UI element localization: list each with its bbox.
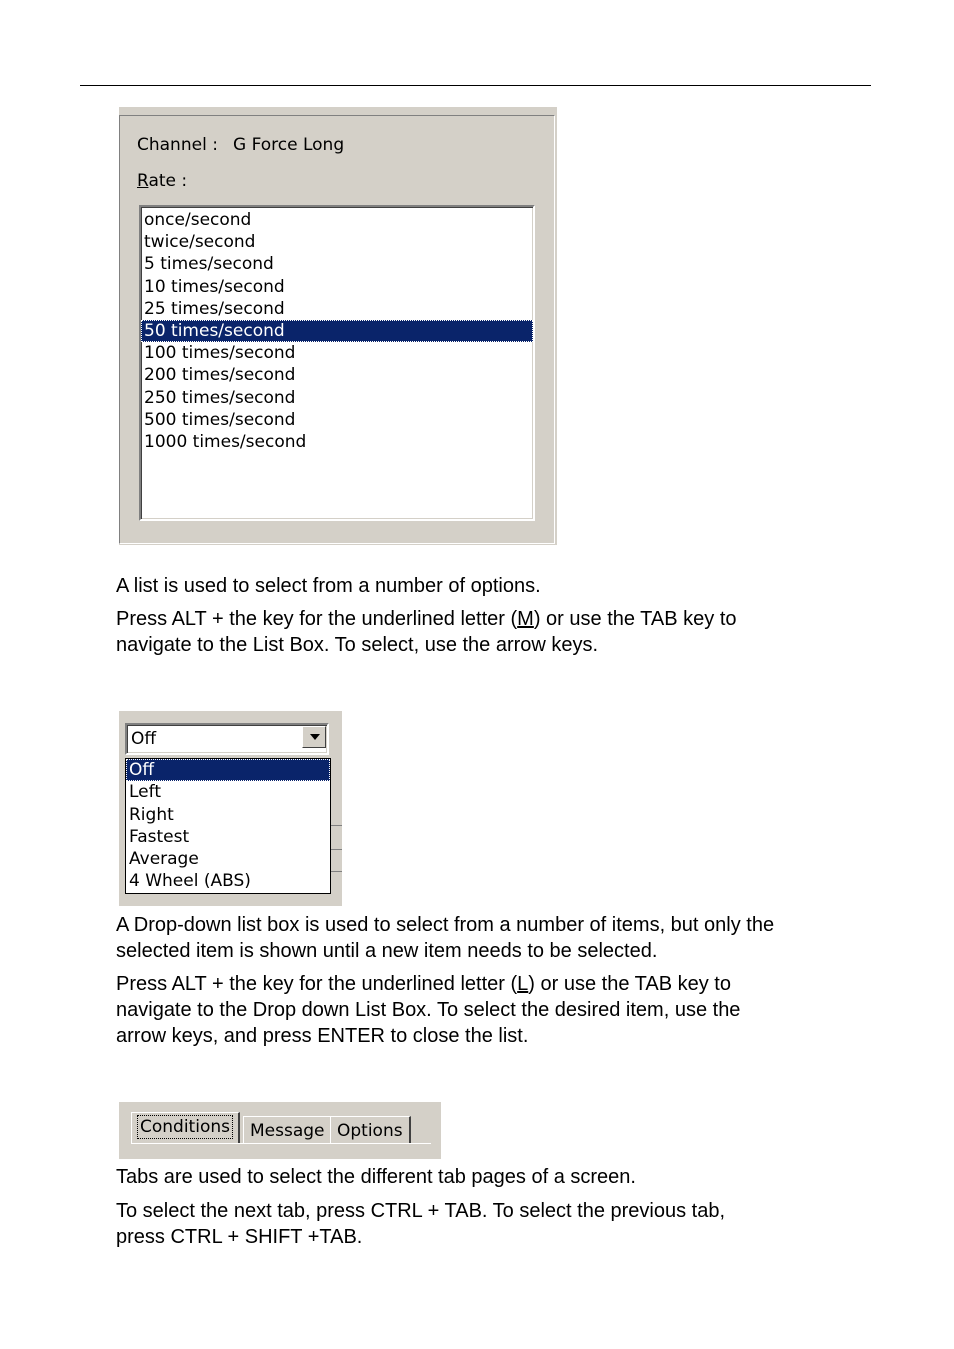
text-fragment: selected item is shown until a new item needs to be selected. [116, 940, 658, 962]
dropdown-selected-value: Off [131, 729, 157, 749]
tab-label: Conditions [140, 1117, 230, 1137]
tabs-example-panel [119, 1102, 441, 1159]
dropdown-option[interactable]: Left [129, 782, 161, 803]
text-fragment: navigate to the Drop down List Box. To select the desired item, use the [116, 999, 741, 1021]
dropdown-example-panel [119, 711, 342, 906]
list-item[interactable]: once/second [144, 210, 252, 230]
dropdown-option-highlighted[interactable]: Off [126, 759, 330, 781]
rate-list-box[interactable] [139, 205, 535, 521]
dropdown-option[interactable]: 4 Wheel (ABS) [129, 871, 251, 892]
rate-label-accelerator: R [137, 171, 149, 191]
rate-label [137, 171, 187, 191]
text-fragment: Press ALT + the key for the underlined letter ( [116, 973, 518, 995]
channel-label: Channel : [137, 135, 218, 155]
text-fragment: A Drop-down list box is used to select from a number of items, but only the [116, 914, 775, 936]
text-fragment: To select the next tab, press CTRL + TAB. To select the previous tab, [116, 1200, 726, 1222]
list-box-example-panel [119, 107, 557, 545]
list-item[interactable]: 1000 times/second [144, 431, 307, 452]
tabs-instructions [116, 1198, 876, 1250]
text-fragment: navigate to the List Box. To select, use the arrow keys. [116, 634, 599, 656]
list-instructions [116, 606, 876, 658]
dropdown-instructions [116, 971, 876, 1049]
chevron-down-icon [310, 734, 320, 740]
text-fragment: press CTRL + SHIFT +TAB. [116, 1226, 363, 1248]
text-fragment: ) or use the TAB key to [528, 973, 731, 995]
dropdown-combo[interactable] [125, 723, 329, 755]
tab-options[interactable] [330, 1116, 411, 1143]
list-item-selected[interactable]: 50 times/second [141, 320, 533, 342]
dropdown-button[interactable] [302, 726, 326, 748]
list-item[interactable]: 10 times/second [144, 276, 285, 297]
dropdown-option[interactable]: Fastest [129, 826, 190, 847]
list-item[interactable]: 200 times/second [144, 365, 296, 386]
channel-value: G Force Long [233, 135, 345, 155]
tabs-description: Tabs are used to select the different tab pages of a screen. [116, 1166, 636, 1188]
dropdown-list[interactable] [125, 758, 331, 894]
text-fragment: ) or use the TAB key to [533, 608, 737, 630]
list-item[interactable]: 5 times/second [144, 254, 274, 275]
tab-message[interactable] [243, 1116, 333, 1143]
dropdown-option[interactable]: Right [129, 804, 174, 825]
dropdown-option[interactable]: Average [129, 849, 199, 870]
list-item[interactable]: 250 times/second [144, 387, 296, 408]
text-fragment: arrow keys, and press ENTER to close the list. [116, 1025, 529, 1047]
header-rule [80, 85, 871, 86]
text-fragment: Press ALT + the key for the underlined letter ( [116, 608, 518, 630]
accelerator-key: L [517, 973, 529, 995]
list-item[interactable]: 100 times/second [144, 343, 296, 364]
tab-conditions[interactable] [131, 1112, 240, 1143]
dropdown-description [116, 912, 876, 964]
tab-label: Message [250, 1121, 325, 1141]
list-item[interactable]: 25 times/second [144, 298, 285, 319]
accelerator-key: M [517, 608, 534, 630]
channel-row [137, 135, 345, 155]
list-item[interactable]: 500 times/second [144, 409, 296, 430]
tab-label: Options [337, 1121, 403, 1141]
list-item[interactable]: twice/second [144, 232, 256, 253]
rate-label-text: ate : [148, 171, 188, 191]
list-description: A list is used to select from a number of options. [116, 575, 541, 597]
